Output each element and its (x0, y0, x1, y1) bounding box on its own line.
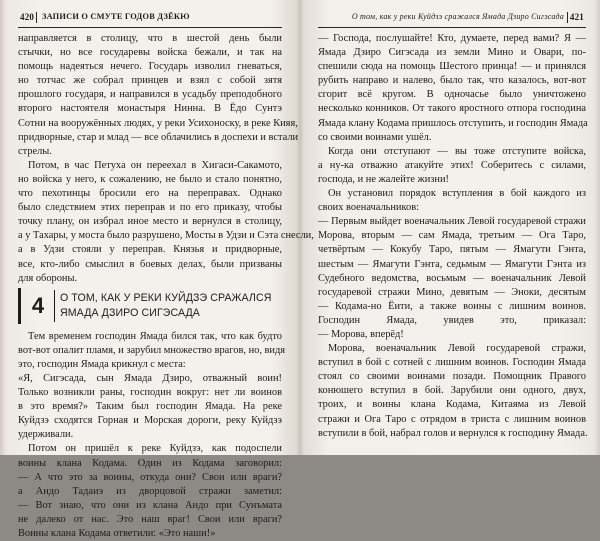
text-line: — Морова, вперёд! (318, 328, 404, 340)
text-line: Потом, в час Петуха он переехал в Хигаси-Сакамото, (28, 159, 282, 171)
right-page (318, 0, 586, 455)
text-line: для обороны. (18, 272, 78, 284)
chapter-title (60, 291, 282, 321)
text-line: а Андо Тадаиэ из дворцовой стражи заметил: (18, 485, 282, 497)
text-line: это, господин Ямада крикнул с места: (18, 358, 186, 370)
right-paragraphs (318, 32, 586, 441)
chapter-divider (54, 290, 55, 322)
text-line: — Господа, послушайте! Кто, думаете, перед вами? Я — (318, 33, 586, 44)
text-line: направляется в столицу, что в шестой день были (18, 33, 282, 44)
text-line: рубить направо и налево, было так, что казалось, вот-вот (318, 75, 586, 87)
chapter-number: 4 (31, 292, 45, 318)
text-line: Судебного ведомства, восьмым — военачальник Левой (318, 272, 586, 284)
text-line: своих военачальников: (318, 202, 420, 214)
text-line: Морова, вторым — сам Ямада, третьим — Ога Таро, (318, 230, 586, 242)
text-line: Только возникли раны, господин вокруг: нет ли воинов (18, 387, 282, 399)
left-page-number: 420 (20, 12, 35, 22)
right-page-number: 421 (569, 12, 584, 22)
left-running-header (18, 12, 282, 26)
text-line: второго настоятеля монастыря Нинна. В Ёдо Сунтэ (18, 103, 282, 115)
text-line: стражи и Ога Таро с отрядом в триста с лишним воинов (318, 413, 586, 425)
text-line: «Я, Сигэсада, сын Ямада Дзиро, отважный воин! (18, 372, 282, 384)
text-line: конюшего вступил в бой. Зарубили они одного, двух, (318, 385, 586, 397)
left-paragraphs-before (18, 32, 314, 286)
text-line: удерживали. (18, 429, 74, 441)
text-line: в это время?» Таким был господин Ямада. На реке (18, 401, 282, 413)
text-line: Потом он пришёл к реке Куйдзэ, как подоспели (28, 443, 282, 455)
left-body-text (18, 32, 314, 541)
text-line: — Кодама-но Ёити, а также воины с лишним воинов. (318, 300, 586, 312)
text-line: прошлого государя, и направился в усадьбу преподобного (18, 89, 282, 101)
right-body-text (318, 32, 586, 441)
left-paragraphs-after (18, 330, 286, 541)
text-line: стоял со своими воинами позади. Помощник Правого (318, 371, 586, 383)
text-line: со своими воинами ушёл. (318, 131, 432, 143)
right-header-divider (567, 12, 568, 23)
chapter-title-line-1: О ТОМ, КАК У РЕКИ КУЙДЗЭ СРАЖАЛСЯ (60, 291, 272, 304)
chapter-title-line-2: ЯМАДА ДЗИРО СИГЭСАДА (60, 306, 200, 319)
left-running-title: ЗАПИСИ О СМУТЕ ГОДОВ ДЗЁКЮ (42, 12, 190, 21)
text-line: было следствием этих переправ и по его приказу, чтобы (18, 202, 282, 214)
text-line: — Вот знаю, что они из клана Андо при Сунъмата (18, 499, 282, 511)
text-line: вот-вот опалит пламя, и зарубил множество врагов, но, видя (18, 344, 286, 356)
right-header-rule (318, 27, 586, 28)
text-line: точку плану, он избрал иное место и вернулся в столицу, (18, 216, 282, 228)
text-line: — А что это за воины, откуда они? Свои или враги? (18, 471, 282, 483)
text-line: государевой стражи Мино, девятым — Эноки, десятым (318, 286, 586, 298)
text-line: Когда они отступают — вы тоже отступите войска, (328, 145, 586, 157)
left-header-rule (18, 27, 282, 28)
text-line: Морова, военачальник Левой государевой стражи, (328, 343, 586, 355)
text-line: а ну-ка отважно атакуйте этих! Соберитесь с силами, (318, 159, 586, 171)
text-line: вступили в бой, набрал голов и вернулся к господину Ямада. (318, 427, 588, 439)
right-running-header (318, 12, 586, 26)
text-line: придворные, стар и млад — все облачились в доспехи и встали (18, 131, 299, 143)
text-line: но войска у него, к сожалению, не было и стало понятно, (18, 173, 282, 185)
text-line: шестым — Ямагути Гэнта, седьмым — Ямагути Гэнта из (318, 258, 586, 270)
text-line: но тотчас же собрал принцев и взял с собой зятя (18, 75, 282, 87)
text-line: спешили сюда на помощь Шестого принца! — и принялся (318, 61, 586, 73)
text-line: вступил в бой с сотней с лишним воинов. Господин Ямада (318, 357, 586, 369)
chapter-bar (18, 288, 21, 324)
text-line: Ямада клану Кодама пришлось отступить, и господин Ямада (318, 117, 588, 129)
text-line: Ямада Дзиро Сигэсада из земли Мино и Овари, по- (318, 47, 586, 59)
text-line: Воины клана Кодама ответили: «Это наши!» (18, 528, 216, 539)
text-line: Сотни на вооружённых людях, у реки Усихоноску, в реке Кияя, (18, 117, 298, 129)
chapter-heading (18, 288, 282, 324)
left-page (18, 0, 314, 539)
text-line: Господин Ямада, увидев это, приказал: (318, 314, 586, 326)
text-line: Куйдзэ сходятся Горная и Морская дороги, реку Куйдзэ (18, 415, 282, 427)
text-line: несколько конников. От такого яростного отпора господина (318, 103, 586, 115)
text-line: господа, и не жалейте жизни! (318, 173, 449, 185)
text-line: помощь надеяться нечего. Государь изволил гневаться, (18, 61, 282, 73)
right-running-title: О том, как у реки Куйдзэ сражался Ямада Дзиро Сигэсада (351, 12, 564, 21)
text-line: а у Тахары, у моста было разрушено, Мосты в Удзи и Сэта снесли, (18, 230, 314, 242)
text-line: — Первым выйдет военачальник Левой государевой стражи (318, 216, 586, 228)
text-line: Он установил порядок вступления в бой каждого из (328, 188, 586, 200)
text-line: не далеко от нас. Это наш враг! Свои или враги? (18, 513, 282, 525)
text-line: стычки, но все государевы войска бежали, и так на (18, 47, 282, 59)
left-header-divider (36, 12, 37, 23)
text-line: четвёртым — Кокубу Таро, пятым — Ямагути Гэнта, (318, 244, 586, 256)
text-line: Тем временем господин Ямада бился так, что как будто (28, 330, 282, 342)
text-line: все, кто-либо смыслил в боевых делах, были призваны (18, 258, 282, 270)
text-line: что пехотинцы бросили его на переправах. Однако (18, 188, 282, 200)
text-line: троих, и воины клана Кодама, Китаяма из Левой (318, 399, 586, 411)
text-line: воины клана Кодама. Один из Кодама заговорил: (18, 457, 282, 469)
text-line: сгорит всё кругом. В одночасье было уничтожено (318, 89, 586, 101)
text-line: стрелы. (18, 145, 52, 157)
text-line: а в Удзи стояли у переправ. Князья и придворные, (18, 244, 282, 256)
